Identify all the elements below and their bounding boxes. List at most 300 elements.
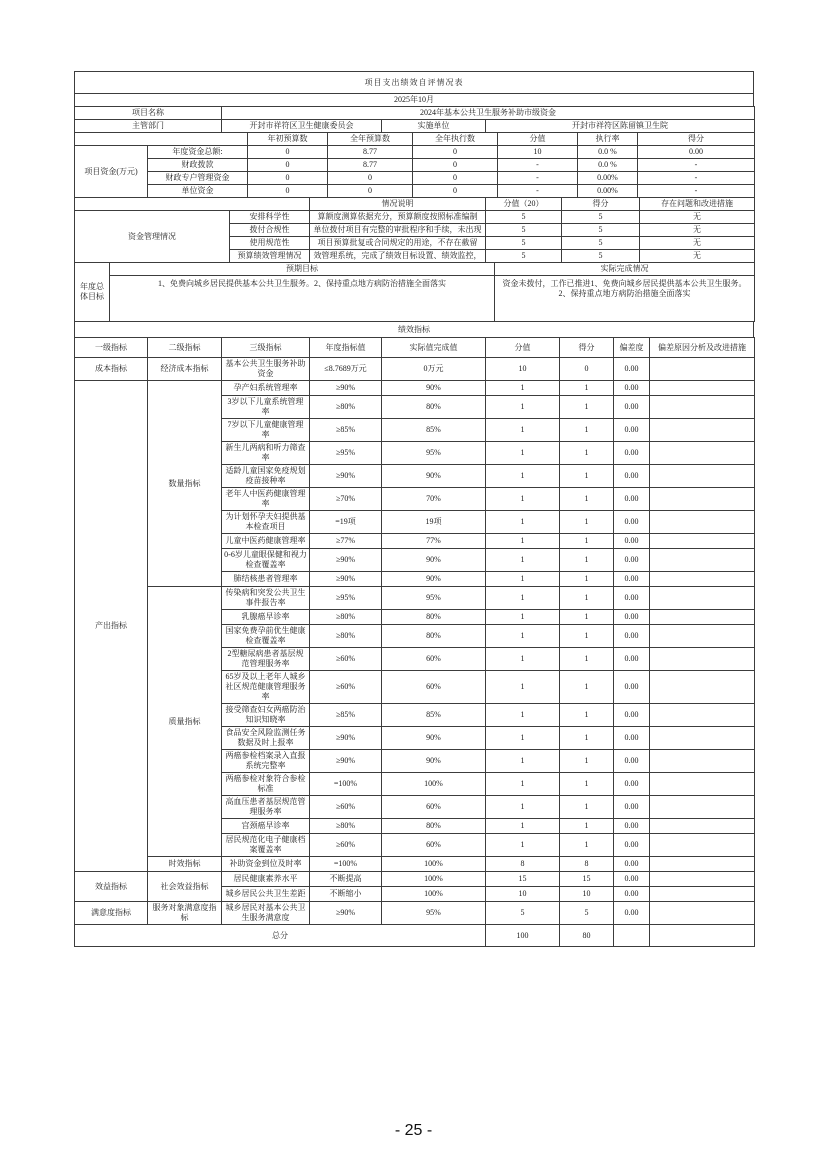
score-cell: 1 <box>560 834 614 857</box>
indicator-name-cell: 高血压患者基层规范管理服务率 <box>222 796 310 819</box>
funding-value: - <box>638 185 755 198</box>
score-max-cell: 1 <box>486 727 560 750</box>
score-cell: 1 <box>560 773 614 796</box>
management-score-max: 5 <box>486 211 562 224</box>
deviation-cell: 0.00 <box>614 671 650 704</box>
deviation-cell: 0.00 <box>614 648 650 671</box>
target-value-cell: =100% <box>310 773 382 796</box>
project-name-row <box>75 107 755 120</box>
funding-value: - <box>498 172 578 185</box>
expected-goal-header: 预期目标 <box>110 263 495 276</box>
score-cell: 1 <box>560 488 614 511</box>
funding-value: 0.00% <box>578 185 638 198</box>
management-row <box>75 211 755 224</box>
page-title: 项目支出绩效自评情况表 <box>75 72 754 94</box>
deviation-note-cell <box>650 902 755 925</box>
indicator-name-cell: 两癌参检对象符合参检标准 <box>222 773 310 796</box>
indicator-name-cell: 65岁及以上老年人城乡社区规范健康管理服务率 <box>222 671 310 704</box>
score-cell: 1 <box>560 396 614 419</box>
score-cell: 1 <box>560 442 614 465</box>
perf-col-header: 偏差原因分析及改进措施 <box>650 338 755 358</box>
score-cell: 1 <box>560 671 614 704</box>
score-max-cell: 1 <box>486 610 560 625</box>
self-evaluation-table <box>74 72 754 947</box>
deviation-note-cell <box>650 488 755 511</box>
deviation-cell: 0.00 <box>614 572 650 587</box>
score-max-cell: 1 <box>486 488 560 511</box>
score-max-cell: 1 <box>486 511 560 534</box>
management-col-header: 情况说明 <box>310 198 486 211</box>
total-label: 总分 <box>75 925 486 947</box>
deviation-cell: 0.00 <box>614 857 650 872</box>
score-max-cell: 1 <box>486 834 560 857</box>
funding-value: 0 <box>328 172 413 185</box>
goal-content-row <box>75 276 755 322</box>
score-cell: 1 <box>560 727 614 750</box>
indicator-name-cell: 儿童中医药健康管理率 <box>222 534 310 549</box>
score-cell: 1 <box>560 750 614 773</box>
deviation-cell: 0.00 <box>614 488 650 511</box>
actual-value-cell: 80% <box>382 610 486 625</box>
target-value-cell: ≥90% <box>310 549 382 572</box>
indicator-name-cell: 接受筛查妇女两癌防治知识知晓率 <box>222 704 310 727</box>
funding-value: - <box>498 159 578 172</box>
funding-col-header: 全年预算数 <box>328 133 413 146</box>
target-value-cell: =19项 <box>310 511 382 534</box>
indicator-row <box>75 902 755 925</box>
deviation-note-cell <box>650 358 755 381</box>
deviation-cell: 0.00 <box>614 610 650 625</box>
target-value-cell: ≥77% <box>310 534 382 549</box>
supervisor-dept-label: 主管部门 <box>75 120 222 133</box>
score-max-cell: 1 <box>486 796 560 819</box>
actual-value-cell: 60% <box>382 834 486 857</box>
deviation-note-cell <box>650 610 755 625</box>
deviation-note-cell <box>650 625 755 648</box>
management-score: 5 <box>562 237 640 250</box>
deviation-note-cell <box>650 465 755 488</box>
funding-value: 0 <box>248 172 328 185</box>
funding-value: 0 <box>248 159 328 172</box>
annual-goal-section-label: 年度总体目标 <box>75 263 110 322</box>
target-value-cell: =100% <box>310 857 382 872</box>
score-cell: 8 <box>560 857 614 872</box>
funding-col-header: 分值 <box>498 133 578 146</box>
funding-header-row <box>75 133 755 146</box>
funding-value: - <box>498 185 578 198</box>
perf-col-header: 一级指标 <box>75 338 148 358</box>
funding-value: 0 <box>328 185 413 198</box>
funding-value: 0.00% <box>578 172 638 185</box>
target-value-cell: ≥60% <box>310 671 382 704</box>
funding-value: 0 <box>413 185 498 198</box>
actual-value-cell: 90% <box>382 549 486 572</box>
level2-indicator-cell: 经济成本指标 <box>148 358 222 381</box>
score-max-cell: 1 <box>486 572 560 587</box>
score-cell: 1 <box>560 534 614 549</box>
actual-value-cell: 100% <box>382 857 486 872</box>
deviation-cell: 0.00 <box>614 902 650 925</box>
deviation-note-cell <box>650 671 755 704</box>
date-table <box>74 93 754 107</box>
score-max-cell: 1 <box>486 549 560 572</box>
indicator-name-cell: 城乡居民公共卫生差距 <box>222 887 310 902</box>
deviation-cell: 0.00 <box>614 381 650 396</box>
level2-indicator-cell: 社会效益指标 <box>148 872 222 902</box>
perf-col-header: 得分 <box>560 338 614 358</box>
deviation-note-cell <box>650 819 755 834</box>
level2-indicator-cell: 服务对象满意度指标 <box>148 902 222 925</box>
funding-col-header: 执行率 <box>578 133 638 146</box>
target-value-cell: ≥90% <box>310 750 382 773</box>
score-cell: 1 <box>560 587 614 610</box>
implementing-unit-value: 开封市祥符区陈留镇卫生院 <box>486 120 755 133</box>
target-value-cell: ≥80% <box>310 819 382 834</box>
actual-completion-header: 实际完成情况 <box>495 263 755 276</box>
indicator-name-cell: 为计划怀孕夫妇提供基本检查项目 <box>222 511 310 534</box>
score-cell: 1 <box>560 625 614 648</box>
deviation-cell: 0.00 <box>614 872 650 887</box>
management-row-label: 预算绩效管理情况 <box>230 250 310 263</box>
level1-indicator-cell: 成本指标 <box>75 358 148 381</box>
score-cell: 1 <box>560 648 614 671</box>
management-header-blank <box>75 198 310 211</box>
score-max-cell: 1 <box>486 442 560 465</box>
supervisor-dept-value: 开封市祥符区卫生健康委员会 <box>222 120 382 133</box>
deviation-cell: 0.00 <box>614 442 650 465</box>
level1-indicator-cell: 产出指标 <box>75 381 148 872</box>
target-value-cell: ≥80% <box>310 610 382 625</box>
indicator-row <box>75 857 755 872</box>
indicator-row <box>75 358 755 381</box>
score-cell: 1 <box>560 796 614 819</box>
deviation-note-cell <box>650 704 755 727</box>
target-value-cell: ≥80% <box>310 625 382 648</box>
indicator-name-cell: 居民规范化电子健康档案覆盖率 <box>222 834 310 857</box>
report-date: 2025年10月 <box>75 94 754 107</box>
score-max-cell: 1 <box>486 819 560 834</box>
indicator-name-cell: 传染病和突发公共卫生事件报告率 <box>222 587 310 610</box>
actual-value-cell: 60% <box>382 796 486 819</box>
score-cell: 1 <box>560 465 614 488</box>
management-score-max: 5 <box>486 237 562 250</box>
funding-value: - <box>638 159 755 172</box>
management-table <box>74 197 755 263</box>
actual-value-cell: 90% <box>382 381 486 396</box>
deviation-cell: 0.00 <box>614 834 650 857</box>
target-value-cell: ≥90% <box>310 572 382 587</box>
score-max-cell: 1 <box>486 465 560 488</box>
management-score: 5 <box>562 224 640 237</box>
deviation-cell: 0.00 <box>614 396 650 419</box>
deviation-cell: 0.00 <box>614 465 650 488</box>
target-value-cell: ≤8.7689万元 <box>310 358 382 381</box>
funding-row-label: 单位资金 <box>148 185 248 198</box>
actual-value-cell: 19项 <box>382 511 486 534</box>
management-score: 5 <box>562 211 640 224</box>
score-cell: 1 <box>560 704 614 727</box>
score-max-cell: 1 <box>486 625 560 648</box>
level2-indicator-cell: 质量指标 <box>148 587 222 857</box>
score-max-cell: 1 <box>486 648 560 671</box>
actual-value-cell: 70% <box>382 488 486 511</box>
funding-value: - <box>638 172 755 185</box>
deviation-cell: 0.00 <box>614 887 650 902</box>
management-score: 5 <box>562 250 640 263</box>
funding-col-header: 年初预算数 <box>248 133 328 146</box>
deviation-note-cell <box>650 648 755 671</box>
management-issue: 无 <box>640 224 755 237</box>
funding-value: 0.0 % <box>578 159 638 172</box>
score-max-cell: 1 <box>486 381 560 396</box>
actual-value-cell: 95% <box>382 587 486 610</box>
management-desc: 效管理系统，完成了绩效目标设置、绩效监控， <box>310 250 486 263</box>
deviation-note-cell <box>650 887 755 902</box>
management-issue: 无 <box>640 250 755 263</box>
level2-indicator-cell: 数量指标 <box>148 381 222 587</box>
indicator-name-cell: 老年人中医药健康管理率 <box>222 488 310 511</box>
score-cell: 0 <box>560 358 614 381</box>
target-value-cell: ≥80% <box>310 396 382 419</box>
deviation-cell: 0.00 <box>614 704 650 727</box>
funding-value: 0.0 % <box>578 146 638 159</box>
score-max-cell: 1 <box>486 704 560 727</box>
funding-row-label: 财政专户管理资金 <box>148 172 248 185</box>
target-value-cell: ≥85% <box>310 704 382 727</box>
target-value-cell: ≥90% <box>310 727 382 750</box>
total-score: 80 <box>560 925 614 947</box>
funding-value: 0 <box>413 172 498 185</box>
funding-value: 8.77 <box>328 146 413 159</box>
indicators-header-row <box>75 338 755 358</box>
deviation-note-cell <box>650 396 755 419</box>
annual-goal-table <box>74 262 755 322</box>
deviation-cell: 0.00 <box>614 750 650 773</box>
actual-value-cell: 0万元 <box>382 358 486 381</box>
management-header-row <box>75 198 755 211</box>
funding-value: 0 <box>413 159 498 172</box>
goal-header-row <box>75 263 755 276</box>
deviation-note-cell <box>650 572 755 587</box>
actual-value-cell: 95% <box>382 902 486 925</box>
target-value-cell: ≥60% <box>310 796 382 819</box>
deviation-cell: 0.00 <box>614 625 650 648</box>
perf-col-header: 年度指标值 <box>310 338 382 358</box>
target-value-cell: ≥60% <box>310 648 382 671</box>
deviation-note-cell <box>650 796 755 819</box>
performance-section-table <box>74 321 754 338</box>
actual-value-cell: 100% <box>382 887 486 902</box>
level1-indicator-cell: 效益指标 <box>75 872 148 902</box>
management-desc: 项目预算批复或合同规定的用途，不存在截留 <box>310 237 486 250</box>
actual-value-cell: 77% <box>382 534 486 549</box>
actual-value-cell: 90% <box>382 572 486 587</box>
deviation-cell: 0.00 <box>614 358 650 381</box>
management-section-label: 资金管理情况 <box>75 211 230 263</box>
target-value-cell: 不断缩小 <box>310 887 382 902</box>
deviation-note-cell <box>650 872 755 887</box>
perf-col-header: 三级指标 <box>222 338 310 358</box>
score-cell: 1 <box>560 549 614 572</box>
deviation-note-cell <box>650 727 755 750</box>
deviation-note-cell <box>650 534 755 549</box>
indicator-name-cell: 食品安全风险监测任务数据及时上报率 <box>222 727 310 750</box>
funding-row <box>75 185 755 198</box>
indicator-name-cell: 居民健康素养水平 <box>222 872 310 887</box>
indicator-name-cell: 城乡居民对基本公共卫生服务满意度 <box>222 902 310 925</box>
indicator-name-cell: 补助资金到位及时率 <box>222 857 310 872</box>
department-row <box>75 120 755 133</box>
total-score-row <box>75 925 755 947</box>
funding-value: 0.00 <box>638 146 755 159</box>
indicator-row <box>75 872 755 887</box>
funding-row <box>75 159 755 172</box>
management-desc: 单位拨付项目有完整的审批程序和手续，未出现 <box>310 224 486 237</box>
score-max-cell: 1 <box>486 671 560 704</box>
total-note-blank <box>650 925 755 947</box>
management-issue: 无 <box>640 237 755 250</box>
funding-col-header: 全年执行数 <box>413 133 498 146</box>
indicator-name-cell: 乳腺癌早诊率 <box>222 610 310 625</box>
total-score-max: 100 <box>486 925 560 947</box>
deviation-cell: 0.00 <box>614 773 650 796</box>
funding-value: 10 <box>498 146 578 159</box>
management-score-max: 5 <box>486 224 562 237</box>
funding-table <box>74 132 755 198</box>
indicator-name-cell: 7岁以下儿童健康管理率 <box>222 419 310 442</box>
funding-row <box>75 172 755 185</box>
score-max-cell: 1 <box>486 534 560 549</box>
indicator-name-cell: 新生儿两病和听力筛查率 <box>222 442 310 465</box>
target-value-cell: ≥90% <box>310 465 382 488</box>
indicator-name-cell: 肺结核患者管理率 <box>222 572 310 587</box>
funding-header-blank <box>75 133 248 146</box>
score-cell: 1 <box>560 819 614 834</box>
indicator-name-cell: 基本公共卫生服务补助资金 <box>222 358 310 381</box>
deviation-note-cell <box>650 549 755 572</box>
management-col-header: 存在问题和改进措施 <box>640 198 755 211</box>
actual-value-cell: 90% <box>382 727 486 750</box>
deviation-cell: 0.00 <box>614 819 650 834</box>
deviation-note-cell <box>650 442 755 465</box>
actual-completion-text: 资金未拨付，工作已推进1、免费向城乡居民提供基本公共卫生服务。2、保持重点地方病防治措施全面落实 <box>495 276 755 322</box>
score-max-cell: 15 <box>486 872 560 887</box>
deviation-note-cell <box>650 419 755 442</box>
score-max-cell: 10 <box>486 887 560 902</box>
funding-row-label: 财政拨款 <box>148 159 248 172</box>
actual-value-cell: 85% <box>382 704 486 727</box>
management-col-header: 分值（20） <box>486 198 562 211</box>
actual-value-cell: 80% <box>382 625 486 648</box>
score-cell: 5 <box>560 902 614 925</box>
indicator-row <box>75 381 755 396</box>
indicator-row <box>75 587 755 610</box>
target-value-cell: ≥85% <box>310 419 382 442</box>
indicators-table <box>74 337 755 947</box>
total-deviation-blank <box>614 925 650 947</box>
indicator-name-cell: 孕产妇系统管理率 <box>222 381 310 396</box>
actual-value-cell: 60% <box>382 671 486 704</box>
deviation-note-cell <box>650 773 755 796</box>
deviation-note-cell <box>650 857 755 872</box>
deviation-note-cell <box>650 587 755 610</box>
management-row-label: 安排科学性 <box>230 211 310 224</box>
indicator-name-cell: 宫颈癌早诊率 <box>222 819 310 834</box>
deviation-note-cell <box>650 381 755 396</box>
score-max-cell: 10 <box>486 358 560 381</box>
level2-indicator-cell: 时效指标 <box>148 857 222 872</box>
level1-indicator-cell: 满意度指标 <box>75 902 148 925</box>
actual-value-cell: 80% <box>382 396 486 419</box>
score-max-cell: 1 <box>486 396 560 419</box>
deviation-note-cell <box>650 511 755 534</box>
target-value-cell: ≥90% <box>310 381 382 396</box>
funding-section-label: 项目资金(万元) <box>75 146 148 198</box>
page-number: - 25 - <box>394 1122 433 1139</box>
deviation-cell: 0.00 <box>614 549 650 572</box>
performance-section-title: 绩效指标 <box>75 322 754 338</box>
score-cell: 15 <box>560 872 614 887</box>
actual-value-cell: 80% <box>382 819 486 834</box>
score-cell: 1 <box>560 419 614 442</box>
funding-value: 0 <box>248 146 328 159</box>
project-name-label: 项目名称 <box>75 107 222 120</box>
score-cell: 1 <box>560 610 614 625</box>
score-cell: 1 <box>560 511 614 534</box>
project-name-value: 2024年基本公共卫生服务补助市级资金 <box>222 107 755 120</box>
funding-row-label: 年度资金总额: <box>148 146 248 159</box>
deviation-note-cell <box>650 834 755 857</box>
management-score-max: 5 <box>486 250 562 263</box>
funding-col-header: 得分 <box>638 133 755 146</box>
implementing-unit-label: 实施单位 <box>382 120 486 133</box>
actual-value-cell: 60% <box>382 648 486 671</box>
indicator-name-cell: 2型糖尿病患者基层规范管理服务率 <box>222 648 310 671</box>
deviation-cell: 0.00 <box>614 796 650 819</box>
target-value-cell: ≥90% <box>310 902 382 925</box>
indicator-name-cell: 3岁以下儿童系统管理率 <box>222 396 310 419</box>
funding-value: 0 <box>248 185 328 198</box>
funding-value: 0 <box>413 146 498 159</box>
actual-value-cell: 100% <box>382 872 486 887</box>
deviation-cell: 0.00 <box>614 511 650 534</box>
funding-value: 8.77 <box>328 159 413 172</box>
score-cell: 1 <box>560 381 614 396</box>
indicator-name-cell: 适龄儿童国家免疫规划疫苗接种率 <box>222 465 310 488</box>
score-max-cell: 5 <box>486 902 560 925</box>
actual-value-cell: 85% <box>382 419 486 442</box>
perf-col-header: 分值 <box>486 338 560 358</box>
perf-col-header: 偏差度 <box>614 338 650 358</box>
score-max-cell: 1 <box>486 587 560 610</box>
management-col-header: 得分 <box>562 198 640 211</box>
management-row-label: 使用规范性 <box>230 237 310 250</box>
target-value-cell: ≥95% <box>310 442 382 465</box>
perf-col-header: 二级指标 <box>148 338 222 358</box>
deviation-cell: 0.00 <box>614 419 650 442</box>
actual-value-cell: 90% <box>382 465 486 488</box>
actual-value-cell: 90% <box>382 750 486 773</box>
score-max-cell: 1 <box>486 773 560 796</box>
indicator-name-cell: 0-6岁儿童眼保健和视力检查覆盖率 <box>222 549 310 572</box>
deviation-cell: 0.00 <box>614 534 650 549</box>
management-row-label: 拨付合规性 <box>230 224 310 237</box>
expected-goal-text: 1、免费向城乡居民提供基本公共卫生服务。2、保持重点地方病防治措施全面落实 <box>110 276 495 322</box>
meta-table <box>74 106 755 133</box>
score-cell: 1 <box>560 572 614 587</box>
target-value-cell: 不断提高 <box>310 872 382 887</box>
actual-value-cell: 95% <box>382 442 486 465</box>
